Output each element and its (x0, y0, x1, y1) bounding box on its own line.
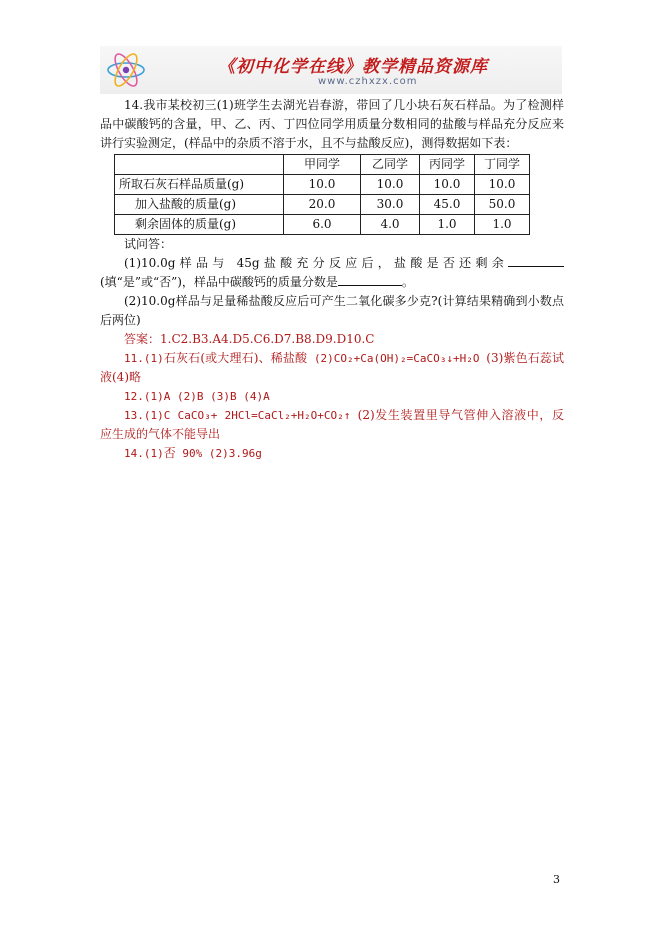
q14-number: 14.(1) (124, 447, 164, 460)
answer-line-14 (100, 444, 564, 463)
header-banner (100, 46, 562, 94)
table-header-cell: 丁同学 (475, 155, 530, 175)
table-cell: 1.0 (475, 215, 530, 235)
table-cell: 10.0 (284, 175, 361, 195)
table-row (115, 175, 530, 195)
data-table (114, 154, 530, 235)
question-stem: 14.我市某校初三(1)班学生去湖光岩春游，带回了几小块石灰石样品。为了检测样品中碳酸钙的含量，甲、乙、丙、丁四位同学用质量分数相同的盐酸与样品充分反应来讲行实验测定，(样品中的杂质不溶于水，且不与盐酸反应)，测得数据如下表： (100, 98, 564, 150)
part1-text-c: 。 (401, 275, 414, 289)
answer-line-1-10 (100, 330, 564, 349)
q13-part2: (2)发生装置里导气管伸入溶液中，反应生成的气体不能导出 (100, 408, 565, 441)
page-number: 3 (553, 873, 560, 886)
table-cell: 30.0 (361, 195, 420, 215)
question-prompt: 试问答： (124, 237, 173, 251)
part1-text-a: (1)10.0g样品与 45g盐酸充分反应后，盐酸是否还剩余 (124, 256, 508, 270)
table-cell: 6.0 (284, 215, 361, 235)
table-cell: 10.0 (361, 175, 420, 195)
answer-blank-1 (508, 254, 564, 267)
question-part-2: (2)10.0g样品与足量稀盐酸反应后可产生二氧化碳多少克?(计算结果精确到小数点后两位) (100, 294, 564, 327)
answer-line-12: 12.(1)A (2)B (3)B (4)A (124, 390, 270, 403)
answers-section (100, 330, 564, 463)
table-header-cell: 丙同学 (420, 155, 475, 175)
q13-part1: 13.(1)C CaCO₃+ 2HCl=CaCl₂+H₂O+CO₂↑ (124, 409, 351, 422)
document-body (100, 96, 564, 463)
table-cell: 1.0 (420, 215, 475, 235)
table-header-cell (115, 155, 284, 175)
table-row (115, 195, 530, 215)
q11-part1: 石灰石(或大理石)、稀盐酸 (163, 351, 308, 365)
table-cell: 20.0 (284, 195, 361, 215)
q11-number: 11.(1) (124, 352, 164, 365)
part1-text-b: (填“是”或“否”)，样品中碳酸钙的质量分数是 (100, 275, 338, 289)
banner-url: www.czhxzx.com (318, 76, 418, 87)
q11-part2: (2)CO₂+Ca(OH)₂=CaCO₃↓+H₂O (313, 352, 480, 365)
table-row (115, 215, 530, 235)
q14-rest: 90% (2)3.96g (175, 447, 262, 460)
answer-blank-2 (338, 273, 402, 286)
table-cell: 50.0 (475, 195, 530, 215)
q14-part1: 否 (163, 446, 176, 460)
answer-line-13 (100, 406, 564, 444)
q11-part3: (3)紫色石蕊试液(4)略 (100, 351, 565, 384)
table-row-label: 剩余固体的质量(g) (115, 215, 284, 235)
question-part-1 (100, 254, 564, 292)
table-cell: 10.0 (420, 175, 475, 195)
table-cell: 4.0 (361, 215, 420, 235)
table-row-label: 所取石灰石样品质量(g) (115, 175, 284, 195)
table-header-row (115, 155, 530, 175)
answers-key: 答案：1.C2.B3.A4.D5.C6.D7.B8.D9.D10.C (124, 332, 375, 346)
table-cell: 10.0 (475, 175, 530, 195)
table-row-label: 加入盐酸的质量(g) (115, 195, 284, 215)
answer-line-11 (100, 349, 564, 387)
table-header-cell: 乙同学 (361, 155, 420, 175)
table-header-cell: 甲同学 (284, 155, 361, 175)
banner-title: 《初中化学在线》教学精品资源库 (218, 57, 488, 77)
atom-logo-icon (104, 50, 148, 90)
table-cell: 45.0 (420, 195, 475, 215)
